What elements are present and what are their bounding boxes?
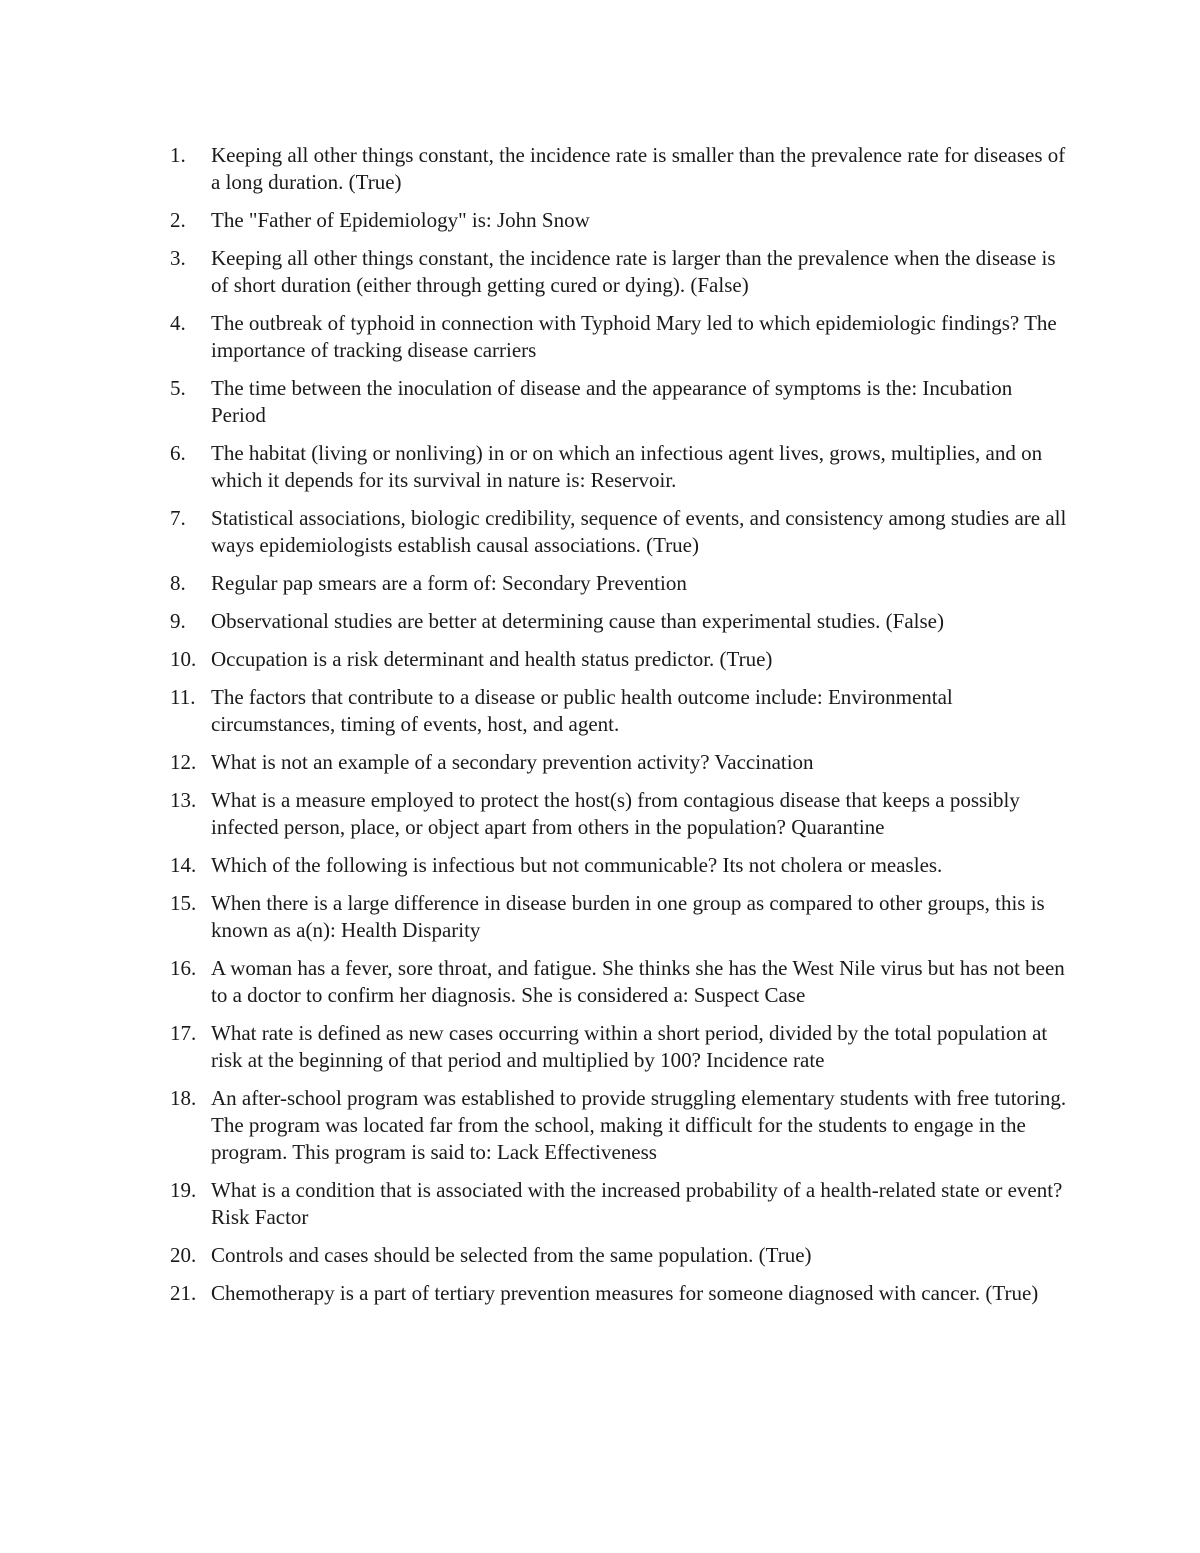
item-text: Regular pap smears are a form of: Secondary Prevention — [211, 571, 687, 595]
item-text: A woman has a fever, sore throat, and fatigue. She thinks she has the West Nile virus but has not been to a doctor to confirm her diagnosis. She is considered a: Suspect Case — [211, 956, 1065, 1007]
question-list — [0, 142, 1200, 1318]
item-number: 11. — [170, 685, 196, 709]
item-number: 18. — [170, 1086, 197, 1110]
item-number: 10. — [170, 647, 197, 671]
list-item — [0, 890, 1200, 944]
item-text: The "Father of Epidemiology" is: John Snow — [211, 208, 590, 232]
list-item — [0, 787, 1200, 841]
list-item — [0, 505, 1200, 559]
item-number: 3. — [170, 246, 186, 270]
item-text: Occupation is a risk determinant and health status predictor. (True) — [211, 647, 773, 671]
item-number: 9. — [170, 609, 186, 633]
item-text: The time between the inoculation of disease and the appearance of symptoms is the: Incubation Period — [211, 376, 1013, 427]
list-item — [0, 646, 1200, 673]
list-item — [0, 440, 1200, 494]
list-item — [0, 207, 1200, 234]
item-number: 13. — [170, 788, 197, 812]
item-number: 16. — [170, 956, 197, 980]
list-item — [0, 570, 1200, 597]
item-text: What is a measure employed to protect the host(s) from contagious disease that keeps a possibly infected person, place, or object apart from others in the population? Quarantine — [211, 788, 1020, 839]
item-text: Statistical associations, biologic credibility, sequence of events, and consistency among studies are all ways epidemiologists establish causal associations. (True) — [211, 506, 1067, 557]
item-number: 21. — [170, 1281, 197, 1305]
item-number: 20. — [170, 1243, 197, 1267]
list-item — [0, 852, 1200, 879]
list-item — [0, 684, 1200, 738]
item-text: What is not an example of a secondary prevention activity? Vaccination — [211, 750, 814, 774]
item-number: 5. — [170, 376, 186, 400]
list-item — [0, 1085, 1200, 1166]
item-text: The outbreak of typhoid in connection with Typhoid Mary led to which epidemiologic findings? The importance of tracking disease carriers — [211, 311, 1057, 362]
item-text: Chemotherapy is a part of tertiary prevention measures for someone diagnosed with cancer. (True) — [211, 1281, 1039, 1305]
list-item — [0, 1242, 1200, 1269]
item-text: Which of the following is infectious but not communicable? Its not cholera or measles. — [211, 853, 943, 877]
item-number: 1. — [170, 143, 186, 167]
item-text: The habitat (living or nonliving) in or on which an infectious agent lives, grows, multiplies, and on which it depends for its survival in nature is: Reservoir. — [211, 441, 1043, 492]
item-number: 15. — [170, 891, 197, 915]
list-item — [0, 749, 1200, 776]
list-item — [0, 955, 1200, 1009]
item-number: 6. — [170, 441, 186, 465]
item-text: When there is a large difference in disease burden in one group as compared to other groups, this is known as a(n): Health Disparity — [211, 891, 1045, 942]
item-text: Observational studies are better at determining cause than experimental studies. (False) — [211, 609, 945, 633]
item-number: 2. — [170, 208, 186, 232]
item-text: An after-school program was established to provide struggling elementary students with free tutoring. The program was located far from the school, making it difficult for the students to engage in the program. This program is said to: Lack Effectiveness — [211, 1086, 1067, 1164]
list-item — [0, 1020, 1200, 1074]
item-number: 14. — [170, 853, 197, 877]
list-item — [0, 245, 1200, 299]
list-item — [0, 142, 1200, 196]
item-number: 4. — [170, 311, 186, 335]
item-number: 7. — [170, 506, 186, 530]
list-item — [0, 1280, 1200, 1307]
list-item — [0, 375, 1200, 429]
item-text: What is a condition that is associated with the increased probability of a health-related state or event? Risk Factor — [211, 1178, 1063, 1229]
list-item — [0, 310, 1200, 364]
item-number: 19. — [170, 1178, 197, 1202]
item-text: Keeping all other things constant, the incidence rate is larger than the prevalence when the disease is of short duration (either through getting cured or dying). (False) — [211, 246, 1056, 297]
list-item — [0, 608, 1200, 635]
item-number: 12. — [170, 750, 197, 774]
item-number: 17. — [170, 1021, 197, 1045]
item-text: Keeping all other things constant, the incidence rate is smaller than the prevalence rate for diseases of a long duration. (True) — [211, 143, 1066, 194]
list-item — [0, 1177, 1200, 1231]
item-text: Controls and cases should be selected from the same population. (True) — [211, 1243, 812, 1267]
item-text: The factors that contribute to a disease or public health outcome include: Environmental circumstances, timing of events, host, and agent. — [211, 685, 953, 736]
item-text: What rate is defined as new cases occurring within a short period, divided by the total population at risk at the beginning of that period and multiplied by 100? Incidence rate — [211, 1021, 1048, 1072]
item-number: 8. — [170, 571, 186, 595]
